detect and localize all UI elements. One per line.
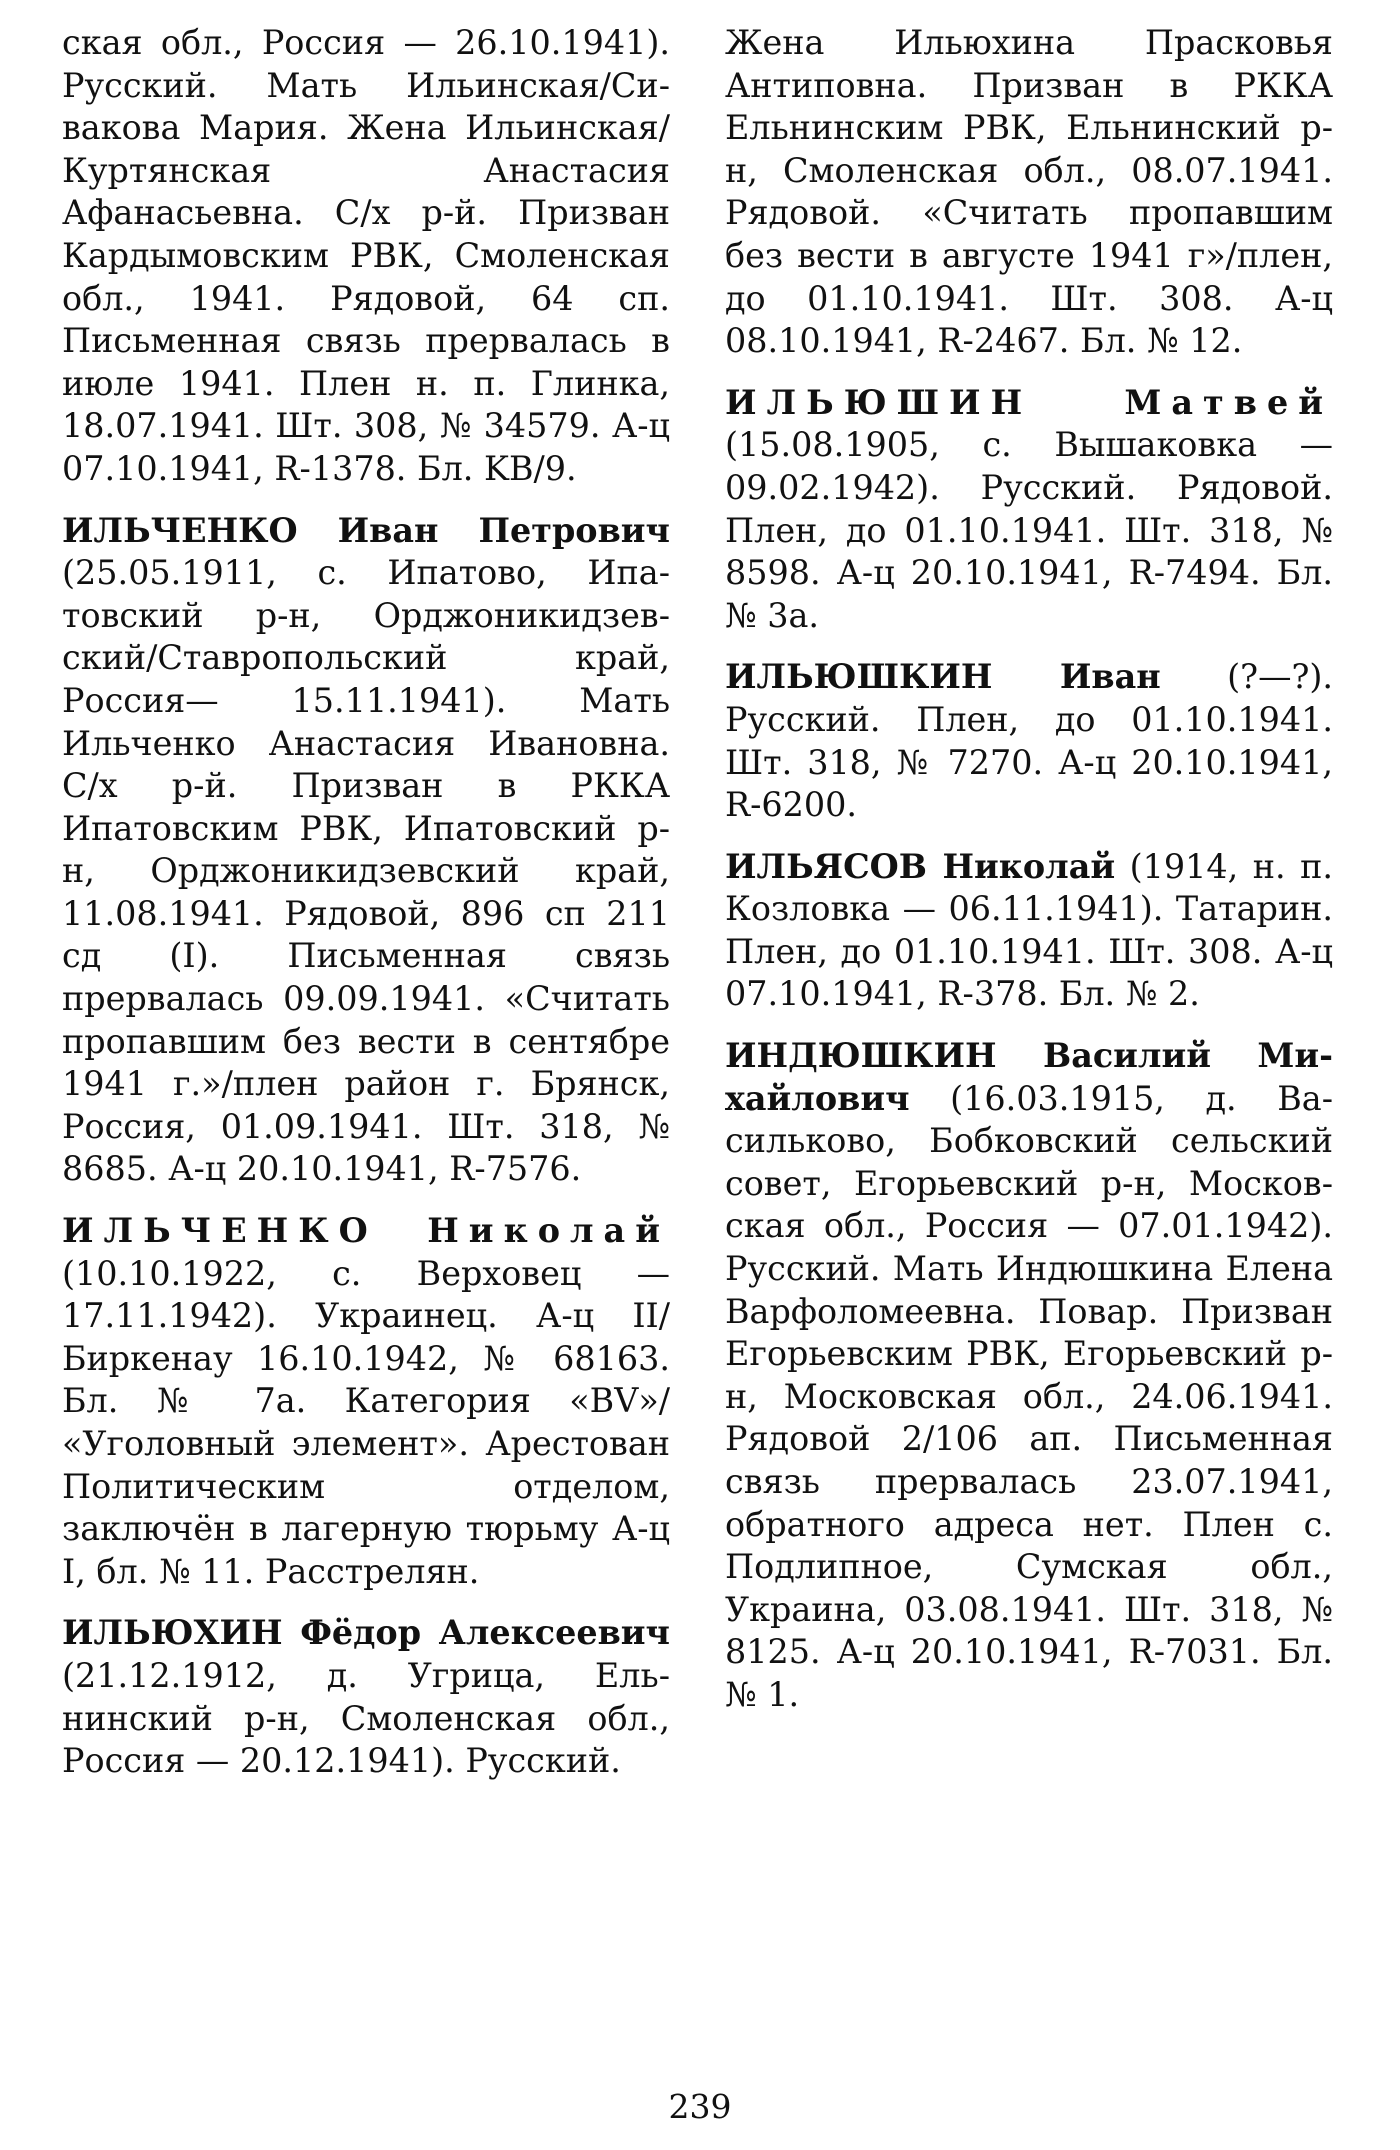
- entry-body: (1914, н. п. Козловка — 06.11.1941). Татарин. Плен, до 01.10.1941. Шт. 308. А-ц 07.10.1941, R-378. Бл. № 2.: [725, 846, 1333, 1014]
- entry-body: (?—?). Русский. Плен, до 01.10.1941. Шт. 318, № 7270. А-ц 20.10.1941, R-6200.: [725, 657, 1333, 825]
- entry-ilyukhin-fedor: [62, 1612, 670, 1782]
- entry-name: ИНДЮШКИН Василий Михайлович: [725, 1036, 1333, 1118]
- entry-ilyushin-matvei: [725, 382, 1333, 638]
- entry-body: (16.03.1915, д. Васильково, Бобковский сельский совет, Егорьевский р-н, Московская обл., Россия — 07.01.1942). Русский. Мать Индюшкина Елена Варфоломеевна. Повар. Призван Егорьевским РВК, Егорьевский р-н, Московская обл., 24.06.1941. Рядовой 2/106 ап. Письменная связь прервалась 23.07.1941, обратного адреса нет. Плен с. Подлипное, Сумская обл., Украина, 03.08.1941. Шт. 318, № 8125. А-ц 20.10.1941, R-7031. Бл. № 1.: [725, 1078, 1333, 1714]
- entry-body: ская обл., Россия — 26.10.1941). Русский. Мать Ильинская/Сивакова Мария. Жена Ильинская/Куртянская Анастасия Афанасьевна. С/х р-й. Призван Кардымовским РВК, Смоленская обл., 1941. Рядовой, 64 сп. Письменная связь прервалась в июле 1941. Плен н. п. Глинка, 18.07.1941. Шт. 308, № 34579. А-ц 07.10.1941, R-1378. Бл. KB/9.: [62, 23, 670, 488]
- page-number: 239: [668, 2087, 732, 2126]
- right-column: [725, 22, 1333, 1736]
- left-column: [62, 22, 670, 1802]
- entry-ilchenko-nikolai: [62, 1210, 670, 1593]
- entry-ilchenko-ivan: [62, 510, 670, 1192]
- entry-body: (15.08.1905, с. Вышаковка — 09.02.1942). Русский. Рядовой. Плен, до 01.10.1941. Шт. 318, № 8598. А-ц 20.10.1941, R-7494. Бл. № 3а.: [725, 425, 1333, 635]
- entry-body: Жена Ильюхина Прасковья Антиповна. Призван в РККА Ельнинским РВК, Ельнинский р-н, Смоленская обл., 08.07.1941. Рядовой. «Считать пропавшим без вести в августе 1941 г»/плен, до 01.10.1941. Шт. 308. А-ц 08.10.1941, R-2467. Бл. № 12.: [725, 23, 1333, 361]
- entry-ilyushkin-ivan: [725, 656, 1333, 826]
- entry-name: ИЛЬЧЕНКО Николай: [62, 1211, 670, 1251]
- entry-name: ИЛЬЮШИН Матвей: [725, 382, 1333, 422]
- entry-continued: [62, 22, 670, 491]
- entry-name: ИЛЬЮШКИН Иван: [725, 657, 1161, 697]
- entry-ilyasov-nikolai: [725, 846, 1333, 1016]
- entry-name: ИЛЬЯСОВ Николай: [725, 846, 1116, 886]
- entry-name: ИЛЬЧЕНКО Иван Петрович: [62, 510, 670, 550]
- entry-body: (21.12.1912, д. Угрица, Ельнинский р-н, Смоленская обл., Россия — 20.12.1941). Русский.: [62, 1655, 670, 1781]
- entry-continued: [725, 22, 1333, 363]
- entry-name: ИЛЬЮХИН Фёдор Алексеевич: [62, 1613, 670, 1653]
- entry-body: (10.10.1922, с. Верховец — 17.11.1942). Украинец. А-ц II/Биркенау 16.10.1942, № 68163. Бл. № 7а. Категория «BV»/ «Уголовный элемент». Арестован Политическим отделом, заключён в лагерную тюрьму А-ц I, бл. № 11. Расстрелян.: [62, 1253, 670, 1591]
- entry-body: (25.05.1911, с. Ипатово, Ипатовский р-н, Орджоникидзевский/Ставропольский край, Россия— 15.11.1941). Мать Ильченко Анастасия Ивановна. С/х р-й. Призван в РККА Ипатовским РВК, Ипатовский р-н, Орджоникидзевский край, 11.08.1941. Рядовой, 896 сп 211 сд (I). Письменная связь прервалась 09.09.1941. «Считать пропавшим без вести в сентябре 1941 г.»/плен район г. Брянск, Россия, 01.09.1941. Шт. 318, № 8685. А-ц 20.10.1941, R-7576.: [62, 553, 670, 1189]
- entry-indyushkin-vasily: [725, 1035, 1333, 1717]
